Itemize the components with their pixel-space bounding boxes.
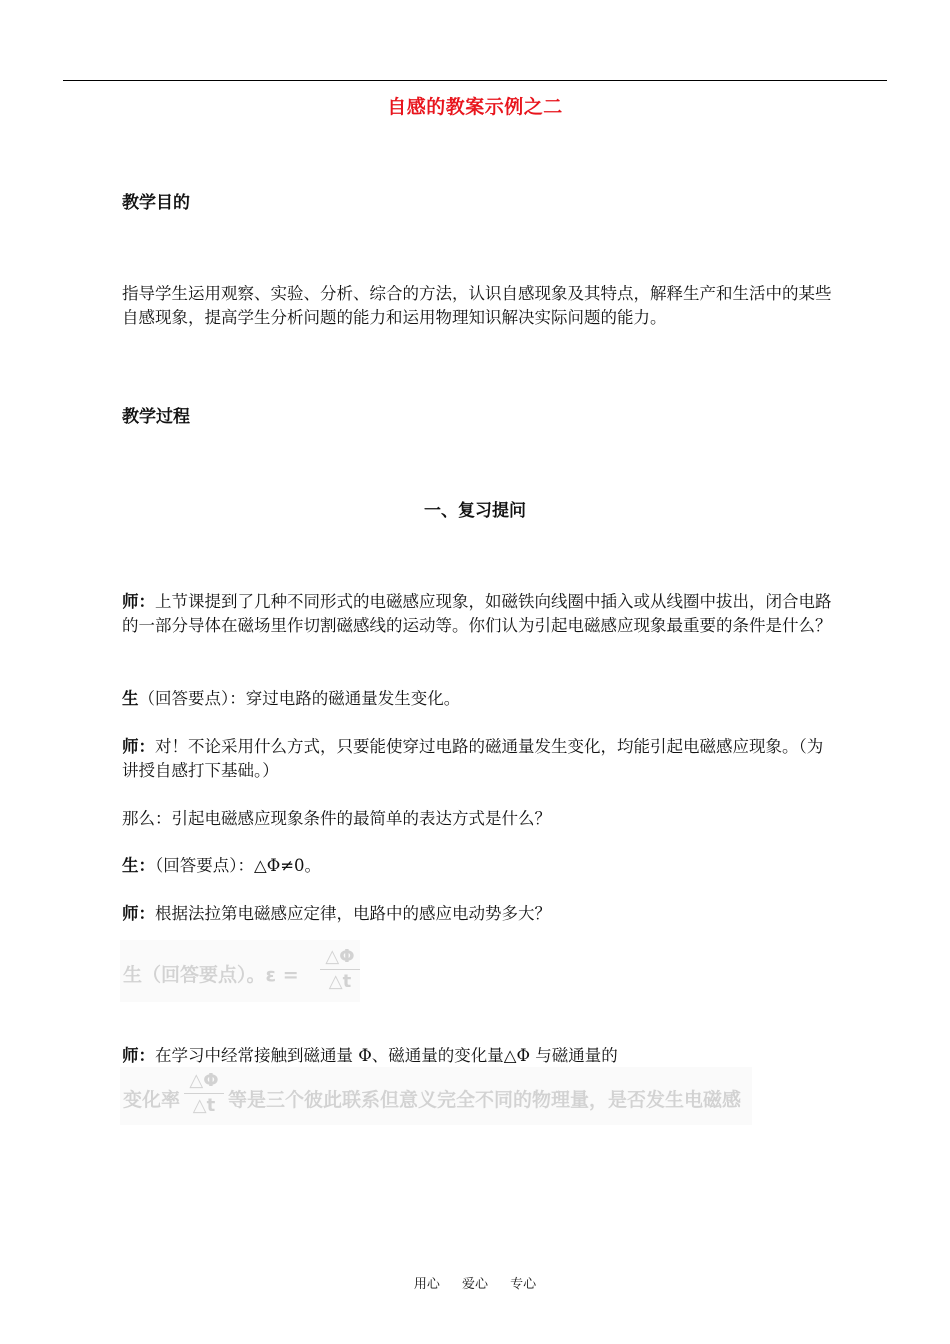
dialogue-paragraph: [122, 902, 834, 926]
dialogue-paragraph: [122, 854, 834, 878]
faded-line-prefix: 变化率: [123, 1089, 181, 1111]
section-heading-objective: 教学目的: [122, 193, 190, 213]
footer-item: 爱心: [461, 1277, 488, 1292]
fraction-numerator: △Φ: [325, 946, 355, 967]
speaker-label: 生：: [122, 856, 155, 875]
footer-item: 专心: [510, 1277, 537, 1292]
page-footer: [0, 1273, 950, 1292]
dialogue-text: 上节课提到了几种不同形式的电磁感应现象，如磁铁向线圈中插入或从线圈中拔出，闭合电路的一部分导体在磁场里作切割磁感线的运动等。你们认为引起电磁感应现象最重要的条件是什么？: [122, 592, 832, 635]
faded-answer-prefix: 生（回答要点）。ε =: [123, 964, 299, 986]
header-rule: [63, 80, 887, 81]
document-title: 自感的教案示例之二: [387, 96, 563, 118]
dialogue-paragraph: [122, 807, 834, 831]
faded-rate-of-change-image: [120, 1067, 752, 1125]
dialogue-text: 根据法拉第电磁感应定律，电路中的感应电动势多大？: [155, 904, 551, 923]
fraction-numerator: △Φ: [189, 1070, 219, 1091]
faded-formula-answer-image: [120, 940, 360, 1002]
dialogue-text: 那么：引起电磁感应现象条件的最简单的表达方式是什么？: [122, 809, 551, 828]
objective-paragraph: 指导学生运用观察、实验、分析、综合的方法，认识自感现象及其特点，解释生产和生活中的某些自感现象，提高学生分析问题的能力和运用物理知识解决实际问题的能力。: [122, 284, 832, 327]
speaker-label: 师：: [122, 904, 155, 923]
dialogue-text: 在学习中经常接触到磁通量 Φ、磁通量的变化量△Φ 与磁通量的: [155, 1046, 618, 1065]
fraction-bar: [320, 969, 360, 970]
dialogue-text: （回答要点）：穿过电路的磁通量发生变化。: [138, 689, 461, 708]
part-heading-review: 一、复习提问: [424, 501, 526, 521]
dialogue-text: （回答要点）：△Φ≠0。: [155, 856, 322, 875]
delta-phi-over-delta-t-fraction: [184, 1070, 224, 1117]
delta-phi-over-delta-t-fraction: [320, 946, 360, 993]
speaker-label: 师：: [122, 592, 155, 611]
speaker-label: 生: [122, 689, 139, 708]
fraction-denominator: △t: [328, 971, 352, 992]
footer-item: 用心: [413, 1277, 440, 1292]
dialogue-paragraph: [122, 735, 834, 783]
fraction-bar: [184, 1093, 224, 1094]
dialogue-paragraph: [122, 687, 834, 711]
dialogue-text: 对！不论采用什么方式，只要能使穿过电路的磁通量发生变化，均能引起电磁感应现象。（为讲授自感打下基础。）: [122, 737, 824, 780]
section-heading-process: 教学过程: [122, 407, 190, 427]
dialogue-paragraph: [122, 590, 834, 638]
speaker-label: 师：: [122, 1046, 155, 1065]
faded-line-suffix: 等是三个彼此联系但意义完全不同的物理量，是否发生电磁感: [228, 1089, 742, 1111]
fraction-denominator: △t: [192, 1095, 216, 1116]
speaker-label: 师：: [122, 737, 155, 756]
dialogue-paragraph: [122, 1044, 834, 1068]
